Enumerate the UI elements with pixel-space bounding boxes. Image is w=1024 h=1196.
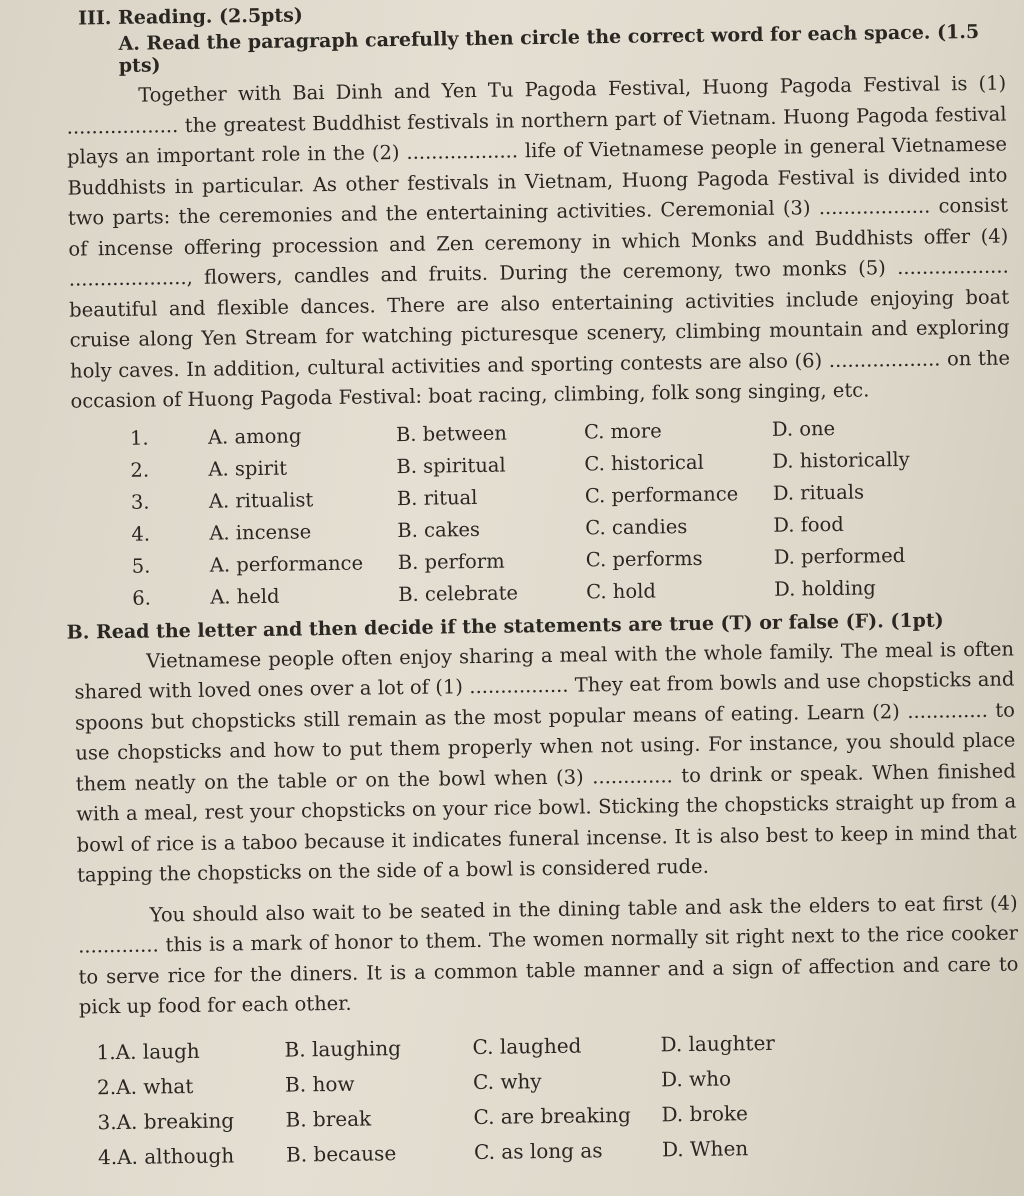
section-title: III. Reading. (2.5pts) — [77, 4, 304, 30]
option-a[interactable]: A. held — [210, 584, 280, 609]
option-d[interactable]: D. one — [771, 416, 836, 441]
option-b[interactable]: B. perform — [397, 549, 505, 575]
question-number: 5. — [131, 554, 151, 578]
option-a[interactable]: 4.A. although — [97, 1143, 235, 1170]
option-d[interactable]: D. historically — [772, 447, 910, 473]
option-b[interactable]: B. laughing — [284, 1036, 402, 1062]
question-number: 3. — [130, 490, 150, 514]
part-b-title: B. Read the letter and then decide if the statements are true (T) or false (F). (1pt) — [66, 608, 944, 644]
option-a[interactable]: A. ritualist — [208, 488, 314, 513]
question-number: 2. — [130, 458, 150, 482]
question-number: 1. — [129, 426, 149, 450]
option-c[interactable]: C. performance — [584, 482, 739, 508]
option-a[interactable]: 3.A. breaking — [97, 1108, 235, 1135]
option-d[interactable]: D. performed — [773, 543, 906, 569]
option-a[interactable]: A. spirit — [208, 456, 288, 481]
part-a-title: A. Read the paragraph carefully then circle the correct word for each space. (1.5 pts) — [118, 20, 980, 77]
option-b[interactable]: B. spiritual — [396, 453, 506, 479]
question-number: 6. — [132, 586, 152, 610]
question-number: 4. — [131, 522, 151, 546]
option-c[interactable]: C. hold — [586, 579, 657, 604]
option-b[interactable]: B. cakes — [397, 517, 481, 543]
option-b[interactable]: B. because — [285, 1141, 397, 1167]
option-d[interactable]: D. food — [773, 512, 844, 537]
option-b[interactable]: B. celebrate — [398, 581, 519, 607]
option-d[interactable]: D. laughter — [660, 1030, 776, 1057]
option-c[interactable]: C. performs — [585, 546, 703, 572]
option-b[interactable]: B. break — [285, 1106, 372, 1132]
option-a[interactable]: 2.A. what — [96, 1073, 194, 1100]
option-d[interactable]: D. holding — [774, 576, 876, 601]
option-b[interactable]: B. ritual — [396, 485, 478, 511]
option-c[interactable]: C. historical — [584, 450, 704, 476]
part-b-paragraph-1: Vietnamese people often enjoy sharing a meal with the whole family. The meal is often shared with loved ones over a lot of (1) ................ They eat from bowls and use chopsticks and spoons but chopsticks still remain as the most popular means of eating. Learn (2) ............. to use chopsticks and how to put them properly when not using. For instance, you should place them neatly on the table or on the bowl when (3) ............. to drink or speak. When finished with a meal, rest your chopsticks on your rice bowl. Sticking the chopsticks straight up from a bowl of rice is a taboo because it indicates funeral incense. It is also best to keep in mind that tapping the chopsticks on the side of a bowl is considered rude. — [74, 636, 1017, 887]
part-a-paragraph: Together with Bai Dinh and Yen Tu Pagoda Festival, Huong Pagoda Festival is (1) .................. the greatest Buddhist festivals in northern part of Vietnam. Huong Pagoda festival plays an important role in the (2) .................. life of Vietnamese people in general Vietnamese Buddhists in particular. As other festivals in Vietnam, Huong Pagoda Festival is divided into two parts: the ceremonies and the entertaining activities. Ceremonial (3) .................. consist of incense offering procession and Zen ceremony in which Monks and Buddhists offer (4) ..................., flowers, candles and fruits. During the ceremony, two monks (5) .................. beautiful and flexible dances. There are also entertaining activities include enjoying boat cruise along Yen Stream for watching picturesque scenery, climbing mountain and exploring holy caves. In addition, cultural activities and sporting contests are also (6) .................. on the occasion of Huong Pagoda Festival: boat racing, climbing, folk song singing, etc. — [66, 71, 1011, 413]
option-c[interactable]: C. are breaking — [473, 1102, 631, 1130]
option-d[interactable]: D. who — [660, 1066, 732, 1092]
option-b[interactable]: B. between — [395, 421, 508, 447]
option-c[interactable]: C. why — [472, 1069, 542, 1095]
option-d[interactable]: D. rituals — [772, 480, 865, 505]
option-a[interactable]: A. incense — [209, 520, 312, 545]
part-b-options — [96, 1022, 1021, 1175]
option-a[interactable]: 1.A. laugh — [96, 1038, 200, 1065]
option-a[interactable]: A. performance — [209, 551, 364, 577]
worksheet-content — [40, 0, 1021, 1175]
option-c[interactable]: C. as long as — [473, 1138, 603, 1165]
option-b[interactable]: B. how — [284, 1071, 355, 1097]
part-a-options — [116, 410, 1014, 614]
option-c[interactable]: C. candies — [585, 515, 688, 540]
option-d[interactable]: D. broke — [661, 1101, 749, 1127]
option-c[interactable]: C. more — [583, 419, 662, 444]
option-c[interactable]: C. laughed — [472, 1033, 582, 1060]
option-a[interactable]: A. among — [207, 424, 302, 449]
part-b-paragraph-2: You should also wait to be seated in the dining table and ask the elders to eat first (4) ............. this is a mark of honor to them. The women normally sit right next to the rice cooker to serve rice for the diners. It is a common table manner and a sign of affection and care to pick up food for each other. — [77, 890, 1019, 1019]
option-d[interactable]: D. When — [661, 1136, 749, 1162]
